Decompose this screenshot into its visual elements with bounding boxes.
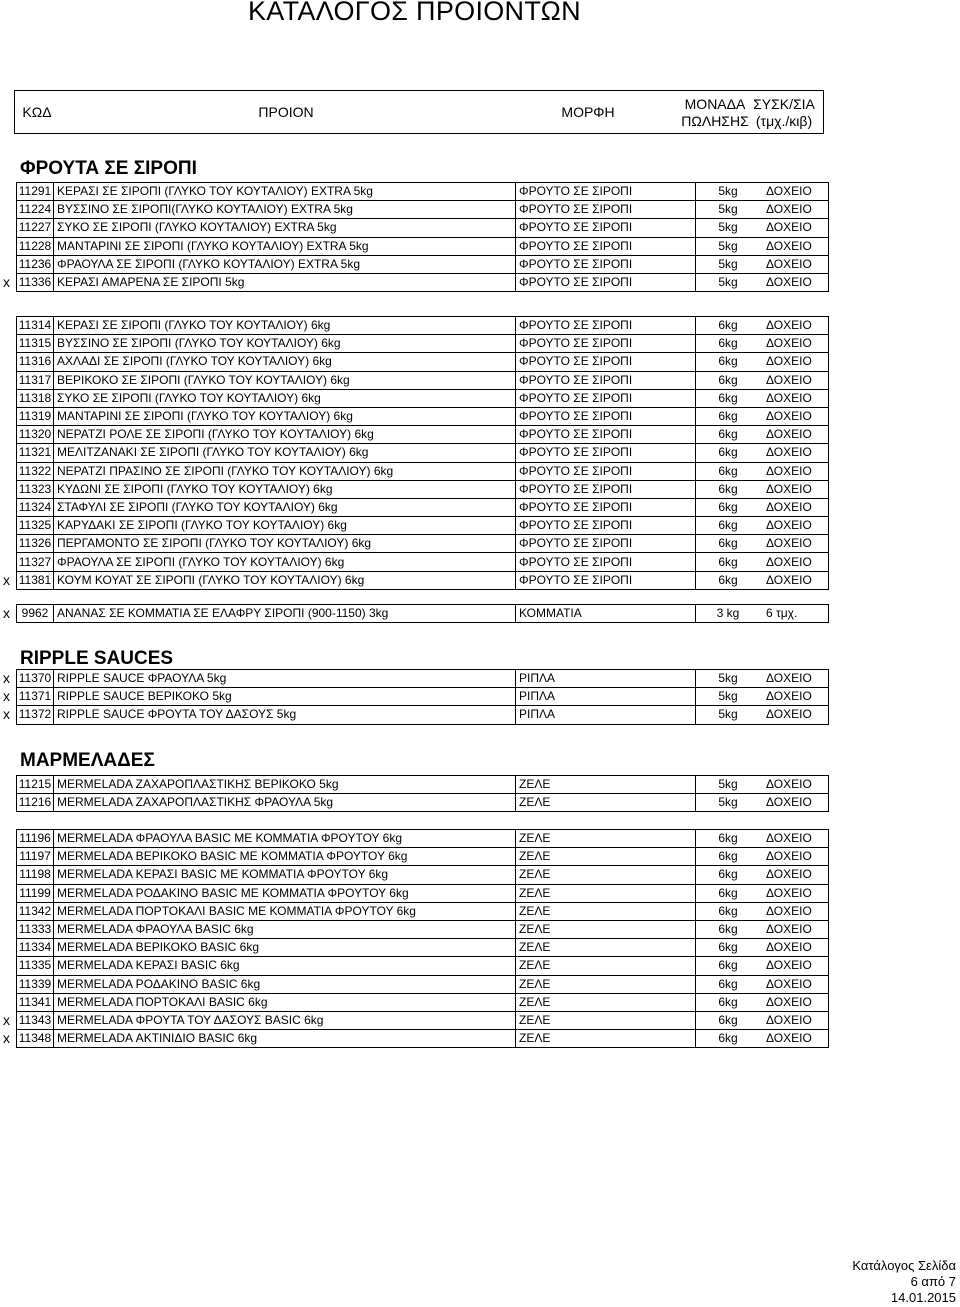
- code-cell: 11291: [17, 183, 54, 201]
- table-row: [17, 884, 829, 902]
- table-row: [17, 426, 829, 444]
- product-cell: RIPPLE SAUCE ΒΕΡΙΚΟΚΟ 5kg: [54, 688, 516, 706]
- unit-cell: 6kg: [696, 371, 765, 389]
- pack-cell: ΔΟΧΕΙΟ: [764, 407, 829, 425]
- page-footer: [852, 1258, 956, 1306]
- row-marker: x: [3, 706, 10, 723]
- form-cell: ΡΙΠΛΑ: [516, 670, 696, 688]
- product-cell: ΦΡΑΟΥΛΑ ΣΕ ΣΙΡΟΠΙ (ΓΛΥΚΟ ΤΟΥ ΚΟΥΤΑΛΙΟΥ) 6kg: [54, 553, 516, 571]
- form-cell: ΦΡΟΥΤΟ ΣΕ ΣΙΡΟΠΙ: [516, 317, 696, 335]
- table-row: [17, 776, 829, 794]
- product-cell: MERMELADA ΒΕΡΙΚΟΚΟ BASIC ΜΕ ΚΟΜΜΑΤΙΑ ΦΡΟΥΤΟΥ 6kg: [54, 848, 516, 866]
- code-cell: 11333: [17, 920, 54, 938]
- product-cell: ΜΑΝΤΑΡΙΝΙ ΣΕ ΣΙΡΟΠΙ (ΓΛΥΚΟ ΤΟΥ ΚΟΥΤΑΛΙΟΥ) 6kg: [54, 407, 516, 425]
- form-cell: ΦΡΟΥΤΟ ΣΕ ΣΙΡΟΠΙ: [516, 407, 696, 425]
- col-unit: [675, 96, 755, 130]
- form-cell: ΖΕΛΕ: [516, 1030, 696, 1048]
- code-cell: 11314: [17, 317, 54, 335]
- col-product: ΠΡΟΙΟΝ: [258, 104, 314, 120]
- product-cell: MERMELADA ΦΡΑΟΥΛΑ BASIC ΜΕ ΚΟΜΜΑΤΙΑ ΦΡΟΥΤΟΥ 6kg: [54, 830, 516, 848]
- table-row: [17, 335, 829, 353]
- product-table: [16, 316, 829, 590]
- table-row: [17, 498, 829, 516]
- product-cell: ΚΥΔΩΝΙ ΣΕ ΣΙΡΟΠΙ (ΓΛΥΚΟ ΤΟΥ ΚΟΥΤΑΛΙΟΥ) 6kg: [54, 480, 516, 498]
- unit-cell: 6kg: [696, 317, 765, 335]
- code-cell: 11327: [17, 553, 54, 571]
- table-row: [17, 848, 829, 866]
- code-cell: 11336: [17, 273, 54, 291]
- form-cell: ΦΡΟΥΤΟ ΣΕ ΣΙΡΟΠΙ: [516, 444, 696, 462]
- form-cell: ΖΕΛΕ: [516, 776, 696, 794]
- pack-cell: ΔΟΧΕΙΟ: [764, 688, 829, 706]
- form-cell: ΦΡΟΥΤΟ ΣΕ ΣΙΡΟΠΙ: [516, 535, 696, 553]
- pack-cell: ΔΟΧΕΙΟ: [764, 317, 829, 335]
- table-row: [17, 920, 829, 938]
- code-cell: 11322: [17, 462, 54, 480]
- unit-cell: 6kg: [696, 407, 765, 425]
- table-row: [17, 830, 829, 848]
- pack-cell: ΔΟΧΕΙΟ: [764, 480, 829, 498]
- pack-cell: ΔΟΧΕΙΟ: [764, 389, 829, 407]
- code-cell: 11318: [17, 389, 54, 407]
- footer-date: 14.01.2015: [890, 1290, 956, 1305]
- pack-cell: ΔΟΧΕΙΟ: [764, 975, 829, 993]
- pack-cell: ΔΟΧΕΙΟ: [764, 201, 829, 219]
- form-cell: ΖΕΛΕ: [516, 993, 696, 1011]
- code-cell: 11334: [17, 939, 54, 957]
- row-marker: x: [3, 571, 10, 588]
- product-cell: ΒΕΡΙΚΟΚΟ ΣΕ ΣΙΡΟΠΙ (ΓΛΥΚΟ ΤΟΥ ΚΟΥΤΑΛΙΟΥ) 6kg: [54, 371, 516, 389]
- pack-cell: ΔΟΧΕΙΟ: [764, 848, 829, 866]
- form-cell: ΦΡΟΥΤΟ ΣΕ ΣΙΡΟΠΙ: [516, 389, 696, 407]
- table-row: [17, 480, 829, 498]
- pack-cell: ΔΟΧΕΙΟ: [764, 706, 829, 724]
- col-form: ΜΟΡΦΗ: [561, 104, 615, 120]
- code-cell: 9962: [17, 605, 54, 623]
- product-cell: ΑΝΑΝΑΣ ΣΕ ΚΟΜΜΑΤΙΑ ΣΕ ΕΛΑΦΡΥ ΣΙΡΟΠΙ (900-1150) 3kg: [54, 605, 516, 623]
- pack-cell: ΔΟΧΕΙΟ: [764, 776, 829, 794]
- table-row: [17, 517, 829, 535]
- product-cell: MERMELADA ΚΕΡΑΣΙ BASIC 6kg: [54, 957, 516, 975]
- unit-cell: 3 kg: [696, 605, 765, 623]
- code-cell: 11319: [17, 407, 54, 425]
- product-cell: ΚΕΡΑΣΙ ΣΕ ΣΙΡΟΠΙ (ΓΛΥΚΟ ΤΟΥ ΚΟΥΤΑΛΙΟΥ) EXTRA 5kg: [54, 183, 516, 201]
- table-row: [17, 255, 829, 273]
- table-row: [17, 975, 829, 993]
- product-cell: ΑΧΛΑΔΙ ΣΕ ΣΙΡΟΠΙ (ΓΛΥΚΟ ΤΟΥ ΚΟΥΤΑΛΙΟΥ) 6kg: [54, 353, 516, 371]
- unit-cell: 6kg: [696, 444, 765, 462]
- product-cell: RIPPLE SAUCE ΦΡΟΥΤΑ ΤΟΥ ΔΑΣΟΥΣ 5kg: [54, 706, 516, 724]
- code-cell: 11326: [17, 535, 54, 553]
- form-cell: ΖΕΛΕ: [516, 902, 696, 920]
- form-cell: ΡΙΠΛΑ: [516, 706, 696, 724]
- page-title: ΚΑΤΑΛΟΓΟΣ ΠΡΟΙΟΝΤΩΝ: [248, 0, 581, 26]
- table-row: [17, 535, 829, 553]
- unit-cell: 5kg: [696, 273, 765, 291]
- table-row: [17, 317, 829, 335]
- table-row: [17, 993, 829, 1011]
- product-cell: ΣΥΚΟ ΣΕ ΣΙΡΟΠΙ (ΓΛΥΚΟ ΤΟΥ ΚΟΥΤΑΛΙΟΥ) 6kg: [54, 389, 516, 407]
- pack-cell: ΔΟΧΕΙΟ: [764, 571, 829, 589]
- row-marker: x: [3, 688, 10, 705]
- product-cell: ΦΡΑΟΥΛΑ ΣΕ ΣΙΡΟΠΙ (ΓΛΥΚΟ ΚΟΥΤΑΛΙΟΥ) EXTRA 5kg: [54, 255, 516, 273]
- form-cell: ΦΡΟΥΤΟ ΣΕ ΣΙΡΟΠΙ: [516, 237, 696, 255]
- section-title: ΦΡΟΥΤΑ ΣΕ ΣΙΡΟΠΙ: [20, 158, 197, 179]
- product-cell: ΚΕΡΑΣΙ ΑΜΑΡΕΝΑ ΣΕ ΣΙΡΟΠΙ 5kg: [54, 273, 516, 291]
- unit-cell: 5kg: [696, 706, 765, 724]
- pack-cell: ΔΟΧΕΙΟ: [764, 920, 829, 938]
- product-cell: MERMELADA ΖΑΧΑΡΟΠΛΑΣΤΙΚΗΣ ΦΡΑΟΥΛΑ 5kg: [54, 794, 516, 812]
- form-cell: ΖΕΛΕ: [516, 884, 696, 902]
- col-pack: [745, 96, 823, 130]
- unit-cell: 6kg: [696, 993, 765, 1011]
- product-table: [16, 669, 829, 725]
- form-cell: ΖΕΛΕ: [516, 957, 696, 975]
- table-row: [17, 939, 829, 957]
- product-table: [16, 182, 829, 292]
- form-cell: ΦΡΟΥΤΟ ΣΕ ΣΙΡΟΠΙ: [516, 353, 696, 371]
- pack-cell: ΔΟΧΕΙΟ: [764, 902, 829, 920]
- form-cell: ΖΕΛΕ: [516, 794, 696, 812]
- table-row: [17, 605, 829, 623]
- code-cell: 11381: [17, 571, 54, 589]
- product-cell: ΒΥΣΣΙΝΟ ΣΕ ΣΙΡΟΠΙ(ΓΛΥΚΟ ΚΟΥΤΑΛΙΟΥ) EXTRA 5kg: [54, 201, 516, 219]
- product-cell: MERMELADA ΠΟΡΤΟΚΑΛΙ BASIC 6kg: [54, 993, 516, 1011]
- unit-cell: 6kg: [696, 480, 765, 498]
- pack-cell: ΔΟΧΕΙΟ: [764, 353, 829, 371]
- unit-cell: 6kg: [696, 866, 765, 884]
- form-cell: ΦΡΟΥΤΟ ΣΕ ΣΙΡΟΠΙ: [516, 553, 696, 571]
- product-cell: ΜΑΝΤΑΡΙΝΙ ΣΕ ΣΙΡΟΠΙ (ΓΛΥΚΟ ΚΟΥΤΑΛΙΟΥ) EXTRA 5kg: [54, 237, 516, 255]
- code-cell: 11335: [17, 957, 54, 975]
- code-cell: 11196: [17, 830, 54, 848]
- unit-cell: 6kg: [696, 884, 765, 902]
- unit-cell: 6kg: [696, 426, 765, 444]
- form-cell: ΡΙΠΛΑ: [516, 688, 696, 706]
- unit-cell: 5kg: [696, 776, 765, 794]
- row-marker: x: [3, 605, 10, 621]
- form-cell: ΦΡΟΥΤΟ ΣΕ ΣΙΡΟΠΙ: [516, 517, 696, 535]
- product-cell: MERMELADA ΑΚΤΙΝΙΔΙΟ BASIC 6kg: [54, 1030, 516, 1048]
- code-cell: 11324: [17, 498, 54, 516]
- table-row: [17, 902, 829, 920]
- form-cell: ΦΡΟΥΤΟ ΣΕ ΣΙΡΟΠΙ: [516, 462, 696, 480]
- unit-cell: 5kg: [696, 237, 765, 255]
- pack-cell: ΔΟΧΕΙΟ: [764, 957, 829, 975]
- table-row: [17, 237, 829, 255]
- form-cell: ΦΡΟΥΤΟ ΣΕ ΣΙΡΟΠΙ: [516, 255, 696, 273]
- unit-cell: 6kg: [696, 353, 765, 371]
- row-marker: x: [3, 1012, 10, 1028]
- product-cell: MERMELADA ΖΑΧΑΡΟΠΛΑΣΤΙΚΗΣ ΒΕΡΙΚΟΚΟ 5kg: [54, 776, 516, 794]
- pack-cell: ΔΟΧΕΙΟ: [764, 535, 829, 553]
- unit-cell: 6kg: [696, 957, 765, 975]
- table-row: [17, 571, 829, 589]
- pack-cell: ΔΟΧΕΙΟ: [764, 670, 829, 688]
- table-row: [17, 273, 829, 291]
- code-cell: 11197: [17, 848, 54, 866]
- code-cell: 11343: [17, 1011, 54, 1029]
- code-cell: 11216: [17, 794, 54, 812]
- section-title: ΜΑΡΜΕΛΑΔΕΣ: [20, 750, 155, 771]
- code-cell: 11371: [17, 688, 54, 706]
- unit-cell: 6kg: [696, 571, 765, 589]
- form-cell: ΖΕΛΕ: [516, 975, 696, 993]
- product-cell: ΝΕΡΑΤΖΙ ΠΡΑΣΙΝΟ ΣΕ ΣΙΡΟΠΙ (ΓΛΥΚΟ ΤΟΥ ΚΟΥΤΑΛΙΟΥ) 6kg: [54, 462, 516, 480]
- table-row: [17, 219, 829, 237]
- form-cell: ΦΡΟΥΤΟ ΣΕ ΣΙΡΟΠΙ: [516, 498, 696, 516]
- table-row: [17, 353, 829, 371]
- code-cell: 11370: [17, 670, 54, 688]
- pack-cell: ΔΟΧΕΙΟ: [764, 866, 829, 884]
- code-cell: 11341: [17, 993, 54, 1011]
- pack-cell: ΔΟΧΕΙΟ: [764, 219, 829, 237]
- code-cell: 11224: [17, 201, 54, 219]
- col-pack-line1: ΣΥΣΚ/ΣΙΑ: [753, 96, 815, 112]
- code-cell: 11316: [17, 353, 54, 371]
- product-cell: MERMELADA ΒΕΡΙΚΟΚΟ BASIC 6kg: [54, 939, 516, 957]
- code-cell: 11342: [17, 902, 54, 920]
- pack-cell: ΔΟΧΕΙΟ: [764, 273, 829, 291]
- product-cell: ΠΕΡΓΑΜΟΝΤΟ ΣΕ ΣΙΡΟΠΙ (ΓΛΥΚΟ ΤΟΥ ΚΟΥΤΑΛΙΟΥ) 6kg: [54, 535, 516, 553]
- unit-cell: 6kg: [696, 553, 765, 571]
- product-cell: MERMELADA ΦΡΑΟΥΛΑ BASIC 6kg: [54, 920, 516, 938]
- form-cell: ΦΡΟΥΤΟ ΣΕ ΣΙΡΟΠΙ: [516, 426, 696, 444]
- unit-cell: 6kg: [696, 830, 765, 848]
- pack-cell: ΔΟΧΕΙΟ: [764, 517, 829, 535]
- pack-cell: ΔΟΧΕΙΟ: [764, 498, 829, 516]
- pack-cell: 6 τμχ.: [764, 605, 829, 623]
- product-cell: ΣΤΑΦΥΛΙ ΣΕ ΣΙΡΟΠΙ (ΓΛΥΚΟ ΤΟΥ ΚΟΥΤΑΛΙΟΥ) 6kg: [54, 498, 516, 516]
- table-row: [17, 444, 829, 462]
- pack-cell: ΔΟΧΕΙΟ: [764, 1011, 829, 1029]
- pack-cell: ΔΟΧΕΙΟ: [764, 426, 829, 444]
- product-table: [16, 604, 829, 623]
- pack-cell: ΔΟΧΕΙΟ: [764, 371, 829, 389]
- product-table: [16, 829, 829, 1048]
- unit-cell: 6kg: [696, 517, 765, 535]
- product-cell: RIPPLE SAUCE ΦΡΑΟΥΛΑ 5kg: [54, 670, 516, 688]
- table-row: [17, 1011, 829, 1029]
- code-cell: 11321: [17, 444, 54, 462]
- code-cell: 11215: [17, 776, 54, 794]
- unit-cell: 6kg: [696, 535, 765, 553]
- form-cell: ΖΕΛΕ: [516, 939, 696, 957]
- table-row: [17, 866, 829, 884]
- form-cell: ΦΡΟΥΤΟ ΣΕ ΣΙΡΟΠΙ: [516, 219, 696, 237]
- product-cell: MERMELADA ΠΟΡΤΟΚΑΛΙ BASIC ΜΕ ΚΟΜΜΑΤΙΑ ΦΡΟΥΤΟΥ 6kg: [54, 902, 516, 920]
- unit-cell: 5kg: [696, 219, 765, 237]
- code-cell: 11323: [17, 480, 54, 498]
- product-cell: ΚΑΡΥΔΑΚΙ ΣΕ ΣΙΡΟΠΙ (ΓΛΥΚΟ ΤΟΥ ΚΟΥΤΑΛΙΟΥ) 6kg: [54, 517, 516, 535]
- unit-cell: 5kg: [696, 794, 765, 812]
- product-cell: ΚΟΥΜ ΚΟΥΑΤ ΣΕ ΣΙΡΟΠΙ (ΓΛΥΚΟ ΤΟΥ ΚΟΥΤΑΛΙΟΥ) 6kg: [54, 571, 516, 589]
- table-row: [17, 957, 829, 975]
- unit-cell: 6kg: [696, 939, 765, 957]
- col-unit-line2: ΠΩΛΗΣΗΣ: [681, 113, 749, 129]
- table-row: [17, 462, 829, 480]
- form-cell: ΚΟΜΜΑΤΙΑ: [516, 605, 696, 623]
- pack-cell: ΔΟΧΕΙΟ: [764, 830, 829, 848]
- pack-cell: ΔΟΧΕΙΟ: [764, 237, 829, 255]
- unit-cell: 5kg: [696, 183, 765, 201]
- column-header: [14, 90, 824, 134]
- form-cell: ΖΕΛΕ: [516, 830, 696, 848]
- table-row: [17, 183, 829, 201]
- table-row: [17, 407, 829, 425]
- table-row: [17, 201, 829, 219]
- table-row: [17, 371, 829, 389]
- table-row: [17, 1030, 829, 1048]
- form-cell: ΖΕΛΕ: [516, 920, 696, 938]
- unit-cell: 6kg: [696, 902, 765, 920]
- code-cell: 11325: [17, 517, 54, 535]
- table-row: [17, 794, 829, 812]
- pack-cell: ΔΟΧΕΙΟ: [764, 444, 829, 462]
- product-cell: MERMELADA ΡΟΔΑΚΙΝΟ BASIC 6kg: [54, 975, 516, 993]
- pack-cell: ΔΟΧΕΙΟ: [764, 335, 829, 353]
- form-cell: ΦΡΟΥΤΟ ΣΕ ΣΙΡΟΠΙ: [516, 183, 696, 201]
- unit-cell: 6kg: [696, 848, 765, 866]
- table-row: [17, 389, 829, 407]
- unit-cell: 6kg: [696, 462, 765, 480]
- code-cell: 11320: [17, 426, 54, 444]
- code-cell: 11315: [17, 335, 54, 353]
- unit-cell: 5kg: [696, 688, 765, 706]
- col-pack-line2: (τμχ./κιβ): [755, 113, 813, 129]
- form-cell: ΖΕΛΕ: [516, 866, 696, 884]
- code-cell: 11198: [17, 866, 54, 884]
- form-cell: ΦΡΟΥΤΟ ΣΕ ΣΙΡΟΠΙ: [516, 480, 696, 498]
- code-cell: 11227: [17, 219, 54, 237]
- unit-cell: 6kg: [696, 335, 765, 353]
- unit-cell: 5kg: [696, 255, 765, 273]
- unit-cell: 6kg: [696, 389, 765, 407]
- pack-cell: ΔΟΧΕΙΟ: [764, 794, 829, 812]
- form-cell: ΖΕΛΕ: [516, 848, 696, 866]
- table-row: [17, 670, 829, 688]
- product-table: [16, 775, 829, 812]
- code-cell: 11339: [17, 975, 54, 993]
- product-cell: ΜΕΛΙΤΖΑΝΑΚΙ ΣΕ ΣΙΡΟΠΙ (ΓΛΥΚΟ ΤΟΥ ΚΟΥΤΑΛΙΟΥ) 6kg: [54, 444, 516, 462]
- form-cell: ΦΡΟΥΤΟ ΣΕ ΣΙΡΟΠΙ: [516, 571, 696, 589]
- table-row: [17, 553, 829, 571]
- code-cell: 11199: [17, 884, 54, 902]
- code-cell: 11228: [17, 237, 54, 255]
- unit-cell: 5kg: [696, 201, 765, 219]
- product-cell: ΒΥΣΣΙΝΟ ΣΕ ΣΙΡΟΠΙ (ΓΛΥΚΟ ΤΟΥ ΚΟΥΤΑΛΙΟΥ) 6kg: [54, 335, 516, 353]
- unit-cell: 6kg: [696, 975, 765, 993]
- form-cell: ΦΡΟΥΤΟ ΣΕ ΣΙΡΟΠΙ: [516, 335, 696, 353]
- col-unit-line1: ΜΟΝΑΔΑ: [684, 96, 746, 112]
- pack-cell: ΔΟΧΕΙΟ: [764, 939, 829, 957]
- form-cell: ΦΡΟΥΤΟ ΣΕ ΣΙΡΟΠΙ: [516, 273, 696, 291]
- code-cell: 11236: [17, 255, 54, 273]
- pack-cell: ΔΟΧΕΙΟ: [764, 1030, 829, 1048]
- footer-page: 6 από 7: [910, 1274, 956, 1289]
- row-marker: x: [3, 274, 10, 290]
- code-cell: 11317: [17, 371, 54, 389]
- table-row: [17, 706, 829, 724]
- pack-cell: ΔΟΧΕΙΟ: [764, 553, 829, 571]
- product-cell: ΚΕΡΑΣΙ ΣΕ ΣΙΡΟΠΙ (ΓΛΥΚΟ ΤΟΥ ΚΟΥΤΑΛΙΟΥ) 6kg: [54, 317, 516, 335]
- unit-cell: 5kg: [696, 670, 765, 688]
- pack-cell: ΔΟΧΕΙΟ: [764, 993, 829, 1011]
- product-cell: ΝΕΡΑΤΖΙ ΡΟΛΕ ΣΕ ΣΙΡΟΠΙ (ΓΛΥΚΟ ΤΟΥ ΚΟΥΤΑΛΙΟΥ) 6kg: [54, 426, 516, 444]
- product-cell: MERMELADA ΚΕΡΑΣΙ BASIC ΜΕ ΚΟΜΜΑΤΙΑ ΦΡΟΥΤΟΥ 6kg: [54, 866, 516, 884]
- section-title: RIPPLE SAUCES: [20, 648, 174, 669]
- form-cell: ΖΕΛΕ: [516, 1011, 696, 1029]
- unit-cell: 6kg: [696, 498, 765, 516]
- form-cell: ΦΡΟΥΤΟ ΣΕ ΣΙΡΟΠΙ: [516, 371, 696, 389]
- table-row: [17, 688, 829, 706]
- product-cell: ΣΥΚΟ ΣΕ ΣΙΡΟΠΙ (ΓΛΥΚΟ ΚΟΥΤΑΛΙΟΥ) EXTRA 5kg: [54, 219, 516, 237]
- pack-cell: ΔΟΧΕΙΟ: [764, 462, 829, 480]
- unit-cell: 6kg: [696, 920, 765, 938]
- footer-label: Κατάλογος Σελίδα: [852, 1258, 956, 1273]
- unit-cell: 6kg: [696, 1030, 765, 1048]
- pack-cell: ΔΟΧΕΙΟ: [764, 884, 829, 902]
- unit-cell: 6kg: [696, 1011, 765, 1029]
- code-cell: 11372: [17, 706, 54, 724]
- product-cell: MERMELADA ΦΡΟΥΤΑ ΤΟΥ ΔΑΣΟΥΣ BASIC 6kg: [54, 1011, 516, 1029]
- row-marker: x: [3, 670, 10, 686]
- pack-cell: ΔΟΧΕΙΟ: [764, 255, 829, 273]
- code-cell: 11348: [17, 1030, 54, 1048]
- row-marker: x: [3, 1030, 10, 1047]
- pack-cell: ΔΟΧΕΙΟ: [764, 183, 829, 201]
- col-code: ΚΩΔ: [22, 104, 52, 120]
- product-cell: MERMELADA ΡΟΔΑΚΙΝΟ BASIC ΜΕ ΚΟΜΜΑΤΙΑ ΦΡΟΥΤΟΥ 6kg: [54, 884, 516, 902]
- form-cell: ΦΡΟΥΤΟ ΣΕ ΣΙΡΟΠΙ: [516, 201, 696, 219]
